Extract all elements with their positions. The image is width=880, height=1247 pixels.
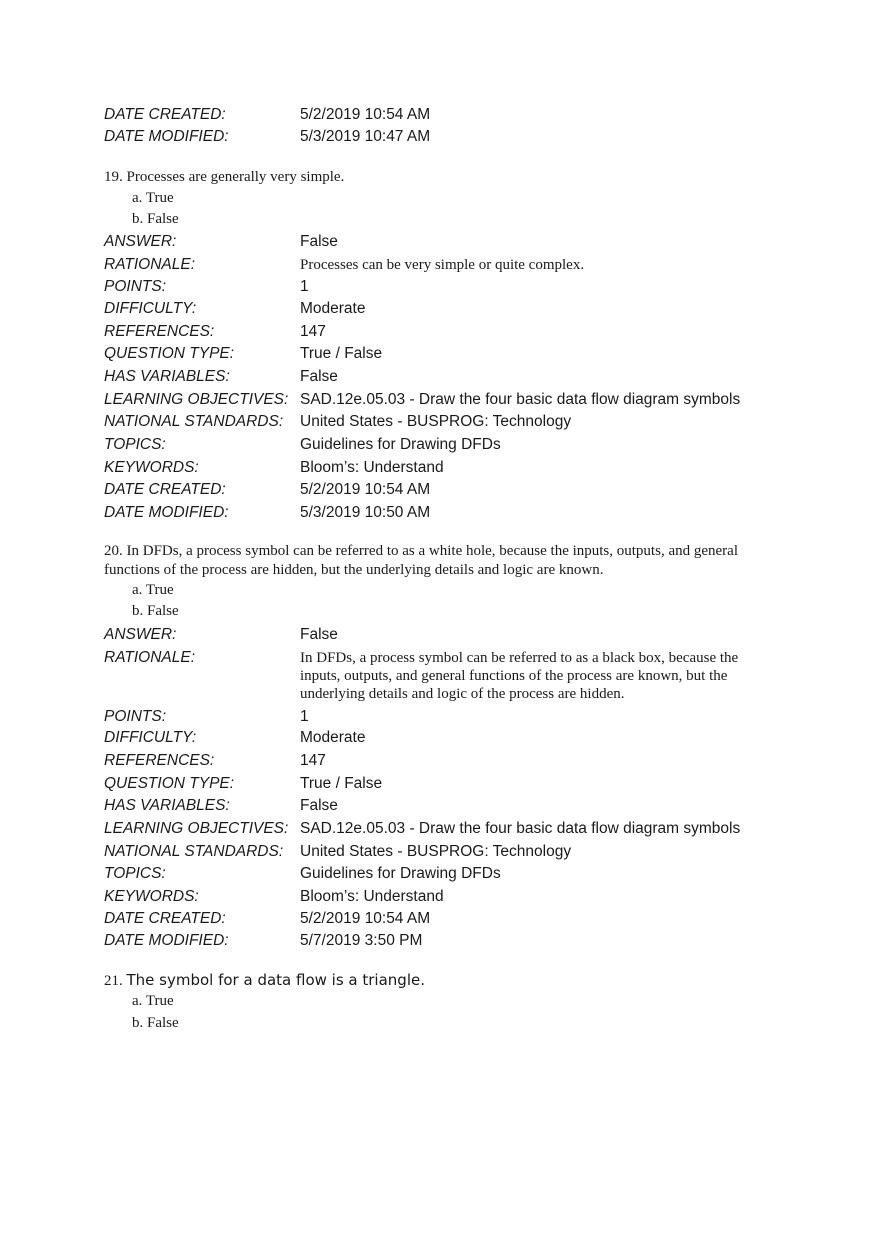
meta-value: Bloom’s: Understand <box>300 888 444 905</box>
meta-value: False <box>300 797 338 814</box>
meta-value: United States - BUSPROG: Technology <box>300 843 572 860</box>
meta-value: Processes can be very simple or quite complex. <box>300 257 585 273</box>
meta-label: KEYWORDS: <box>104 459 199 476</box>
meta-value: 5/2/2019 10:54 AM <box>300 481 431 498</box>
question-21-option-b: b. False <box>132 1015 179 1031</box>
question-number: 21. <box>104 973 123 989</box>
q20-has-variables-row <box>104 795 794 817</box>
meta-value: 147 <box>300 323 326 340</box>
meta-value: In DFDs, a process symbol can be referred to as a black box, because the inputs, outputs, and general functions of the process are known, but the underlying details and logic of the process are hidden. <box>300 650 739 702</box>
meta-label: POINTS: <box>104 708 167 725</box>
q19-topics-row <box>104 434 794 456</box>
question-number: 19. <box>104 169 123 185</box>
meta-value: Guidelines for Drawing DFDs <box>300 436 501 453</box>
question-20-option-a: a. True <box>132 582 174 598</box>
meta-value: Moderate <box>300 300 366 317</box>
meta-value: Guidelines for Drawing DFDs <box>300 865 501 882</box>
meta-value: True / False <box>300 345 383 362</box>
meta-label: TOPICS: <box>104 436 166 453</box>
meta-label: HAS VARIABLES: <box>104 797 230 814</box>
meta-value: 1 <box>300 708 309 725</box>
q20-learning-objectives-row <box>104 818 794 840</box>
q19-has-variables-row <box>104 366 794 388</box>
q19-date-created-row <box>104 479 794 501</box>
meta-value: 5/2/2019 10:54 AM <box>300 106 431 123</box>
meta-date-created-row <box>104 104 794 126</box>
meta-label: NATIONAL STANDARDS: <box>104 843 284 860</box>
q20-national-standards-row <box>104 841 794 863</box>
q19-difficulty-row <box>104 298 794 320</box>
q19-national-standards-row <box>104 411 794 433</box>
meta-label: DATE MODIFIED: <box>104 128 229 145</box>
meta-value: Bloom’s: Understand <box>300 459 444 476</box>
question-20-option-b: b. False <box>132 603 179 619</box>
q20-answer-row <box>104 624 794 646</box>
q20-topics-row <box>104 863 794 885</box>
meta-value: False <box>300 368 338 385</box>
meta-value: False <box>300 233 338 250</box>
question-text: Processes are generally very simple. <box>126 169 345 185</box>
q19-keywords-row <box>104 457 794 479</box>
question-21-option-a: a. True <box>132 993 174 1009</box>
q19-date-modified-row <box>104 502 794 524</box>
meta-label: ANSWER: <box>104 233 177 250</box>
question-text: In DFDs, a process symbol can be referred to as a white hole, because the inputs, outputs, and general functions of the process are hidden, but the underlying details and logic are known. <box>104 543 738 578</box>
meta-label: DIFFICULTY: <box>104 729 197 746</box>
meta-label: DIFFICULTY: <box>104 300 197 317</box>
q19-points-row <box>104 276 794 298</box>
meta-label: LEARNING OBJECTIVES: <box>104 820 289 837</box>
q20-keywords-row <box>104 886 794 908</box>
meta-label: RATIONALE: <box>104 256 196 273</box>
question-19-option-b: b. False <box>132 211 179 227</box>
meta-label: ANSWER: <box>104 626 177 643</box>
meta-label: RATIONALE: <box>104 649 196 666</box>
meta-label: DATE MODIFIED: <box>104 504 229 521</box>
meta-label: HAS VARIABLES: <box>104 368 230 385</box>
question-text: The symbol for a data flow is a triangle. <box>126 971 425 989</box>
meta-label: DATE MODIFIED: <box>104 932 229 949</box>
meta-value: SAD.12e.05.03 - Draw the four basic data flow diagram symbols <box>300 391 741 408</box>
q20-difficulty-row <box>104 727 794 749</box>
meta-value: 5/3/2019 10:50 AM <box>300 504 431 521</box>
meta-label: DATE CREATED: <box>104 910 226 927</box>
q19-rationale-row <box>104 254 794 276</box>
meta-label: LEARNING OBJECTIVES: <box>104 391 289 408</box>
question-20 <box>104 542 784 580</box>
meta-label: DATE CREATED: <box>104 481 226 498</box>
q20-rationale-row <box>104 647 794 707</box>
meta-value: United States - BUSPROG: Technology <box>300 413 572 430</box>
meta-label: KEYWORDS: <box>104 888 199 905</box>
meta-value: 5/2/2019 10:54 AM <box>300 910 431 927</box>
meta-label: DATE CREATED: <box>104 106 226 123</box>
meta-label: NATIONAL STANDARDS: <box>104 413 284 430</box>
meta-value: SAD.12e.05.03 - Draw the four basic data flow diagram symbols <box>300 820 741 837</box>
q19-learning-objectives-row <box>104 389 794 411</box>
q19-answer-row <box>104 231 794 253</box>
meta-date-modified-row <box>104 126 794 148</box>
meta-label: POINTS: <box>104 278 167 295</box>
q20-date-modified-row <box>104 930 794 952</box>
meta-value: 147 <box>300 752 326 769</box>
q20-date-created-row <box>104 908 794 930</box>
meta-label: TOPICS: <box>104 865 166 882</box>
q20-points-row <box>104 706 794 728</box>
meta-label: REFERENCES: <box>104 323 215 340</box>
meta-value: 5/7/2019 3:50 PM <box>300 932 423 949</box>
q19-references-row <box>104 321 794 343</box>
question-19-option-a: a. True <box>132 190 174 206</box>
q20-references-row <box>104 750 794 772</box>
question-19 <box>104 168 784 187</box>
meta-value: False <box>300 626 338 643</box>
meta-value: True / False <box>300 775 383 792</box>
meta-label: QUESTION TYPE: <box>104 775 235 792</box>
meta-label: REFERENCES: <box>104 752 215 769</box>
meta-label: QUESTION TYPE: <box>104 345 235 362</box>
meta-value: 5/3/2019 10:47 AM <box>300 128 431 145</box>
meta-value: 1 <box>300 278 309 295</box>
q19-question-type-row <box>104 343 794 365</box>
question-number: 20. <box>104 543 123 559</box>
meta-value: Moderate <box>300 729 366 746</box>
q20-question-type-row <box>104 773 794 795</box>
question-21 <box>104 971 784 991</box>
